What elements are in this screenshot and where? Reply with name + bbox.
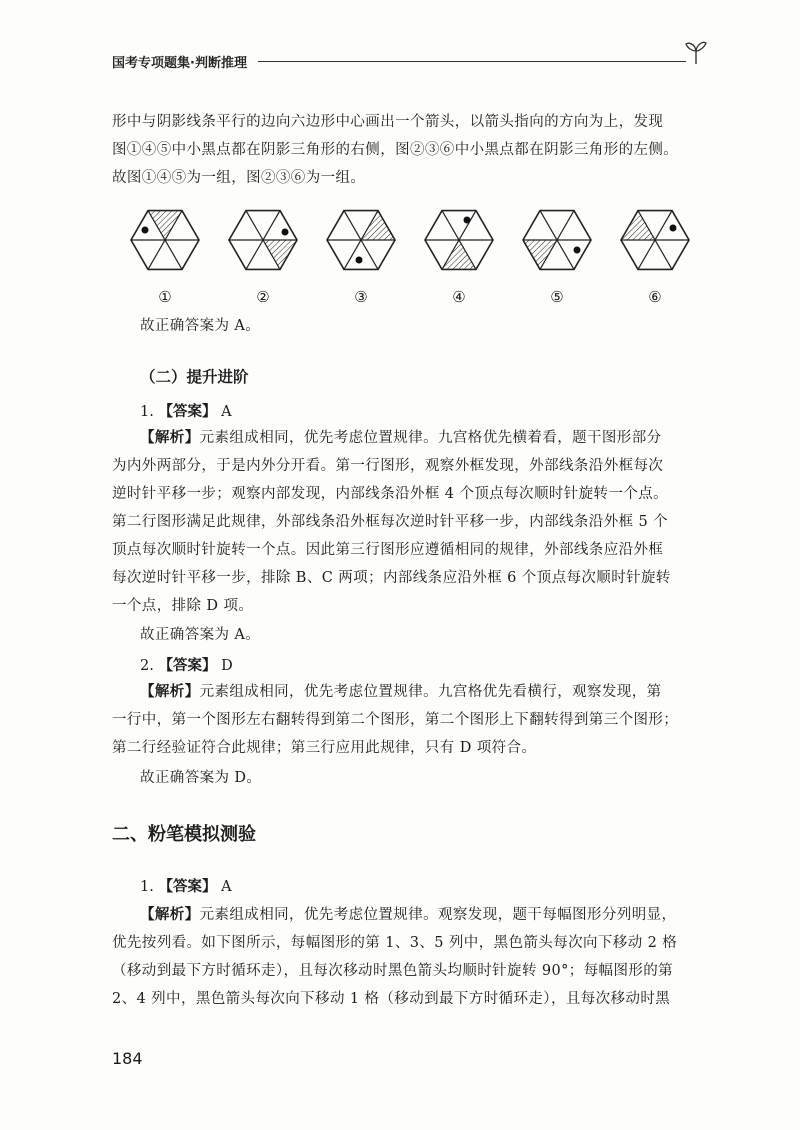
hex-label: ② [256,288,270,306]
analysis-line [140,902,710,930]
black-dot [464,217,471,224]
analysis-tag: 【解析】 [140,907,200,923]
analysis-line: 为内外两部分，于是内外分开看。第一行图形，观察外框发现，外部线条沿外框每次 [112,458,664,474]
intro-line: 故图①④⑤为一组，图②③⑥为一组。 [112,170,366,186]
answer-value: D [221,658,233,674]
analysis-line: 逆时针平移一步；观察内部发现，内部线条沿外框 4 个顶点每次顺时针旋转一个点。 [112,486,669,502]
hex-label: ④ [452,288,466,306]
hexagon-4 [425,211,493,270]
question-number: 2. [140,658,154,674]
analysis-text: 元素组成相同，优先考虑位置规律。观察发现，题干每幅图形分列明显， [199,907,677,923]
hexagon-1 [131,211,199,270]
black-dot [142,227,149,234]
analysis-text: 元素组成相同，优先考虑位置规律。九宫格优先横着看，题干图形部分 [199,430,662,446]
analysis-text: 元素组成相同，优先考虑位置规律。九宫格优先看横行，观察发现，第 [199,684,662,700]
analysis-line [140,425,710,453]
header-rule [258,61,686,62]
answer-value: A [221,404,232,420]
question-2-answer [140,656,233,676]
black-dot [574,247,581,254]
conclusion: 故正确答案为 D。 [140,770,262,786]
hex-label: ③ [354,288,368,306]
black-dot [282,229,289,236]
question-number: 1. [140,879,154,895]
analysis-line: 优先按列看。如下图所示，每幅图形的第 1、3、5 列中，黑色箭头每次向下移动 2 格 [112,935,678,951]
hexagon-2 [229,211,297,270]
analysis-line: （移动到最下方时循环走），且每次移动时黑色箭头均顺时针旋转 90°；每幅图形的第 [112,963,674,979]
question-number: 1. [140,404,154,420]
hexagon-6 [621,211,689,270]
analysis-line: 一行中，第一个图形左右翻转得到第二个图形，第二个图形上下翻转得到第三个图形； [112,712,679,728]
question-1-answer [140,402,232,422]
running-header: 国考专项题集·判断推理 [112,56,247,71]
mock-question-1-answer [140,877,232,897]
answer-tag: 【答案】 [158,879,217,895]
hexagon-3 [327,211,395,270]
analysis-line: 顶点每次顺时针旋转一个点。因此第三行图形应遵循相同的规律，外部线条应沿外框 [112,542,664,558]
intro-line: 图①④⑤中小黑点都在阴影三角形的右侧，图②③⑥中小黑点都在阴影三角形的左侧。 [112,142,679,158]
answer-tag: 【答案】 [158,658,217,674]
analysis-line: 每次逆时针平移一步，排除 B、C 两项；内部线条应沿外框 6 个顶点每次顺时针旋转 [112,570,671,586]
hex-label: ① [158,288,172,306]
hexagon-figure-svg [112,200,710,285]
sprout-icon [684,36,708,66]
analysis-tag: 【解析】 [140,430,200,446]
black-dot [670,225,677,232]
section-title-advanced: （二）提升进阶 [140,368,249,386]
answer-value: A [221,879,232,895]
conclusion: 故正确答案为 A。 [140,627,261,643]
hexagon-figure [112,200,710,320]
answer-tag: 【答案】 [158,404,217,420]
analysis-line: 2、4 列中，黑色箭头每次向下移动 1 格（移动到最下方时循环走），且每次移动时黑 [112,991,671,1007]
intro-answer: 故正确答案为 A。 [140,318,261,334]
page-number: 184 [112,1049,143,1068]
analysis-line: 一个点，排除 D 项。 [112,598,254,614]
analysis-line: 第二行图形满足此规律，外部线条沿外框每次逆时针平移一步，内部线条沿外框 5 个 [112,514,669,530]
analysis-line: 第二行经验证符合此规律；第三行应用此规律，只有 D 项符合。 [112,740,537,756]
intro-line: 形中与阴影线条平行的边向六边形中心画出一个箭头，以箭头指向的方向为上，发现 [112,114,664,130]
analysis-line [140,679,710,707]
hex-label: ⑤ [550,288,564,306]
section-title-mock: 二、粉笔模拟测验 [112,824,256,845]
analysis-tag: 【解析】 [140,684,200,700]
black-dot [356,257,363,264]
hexagon-5 [523,211,591,270]
hex-label: ⑥ [648,288,662,306]
